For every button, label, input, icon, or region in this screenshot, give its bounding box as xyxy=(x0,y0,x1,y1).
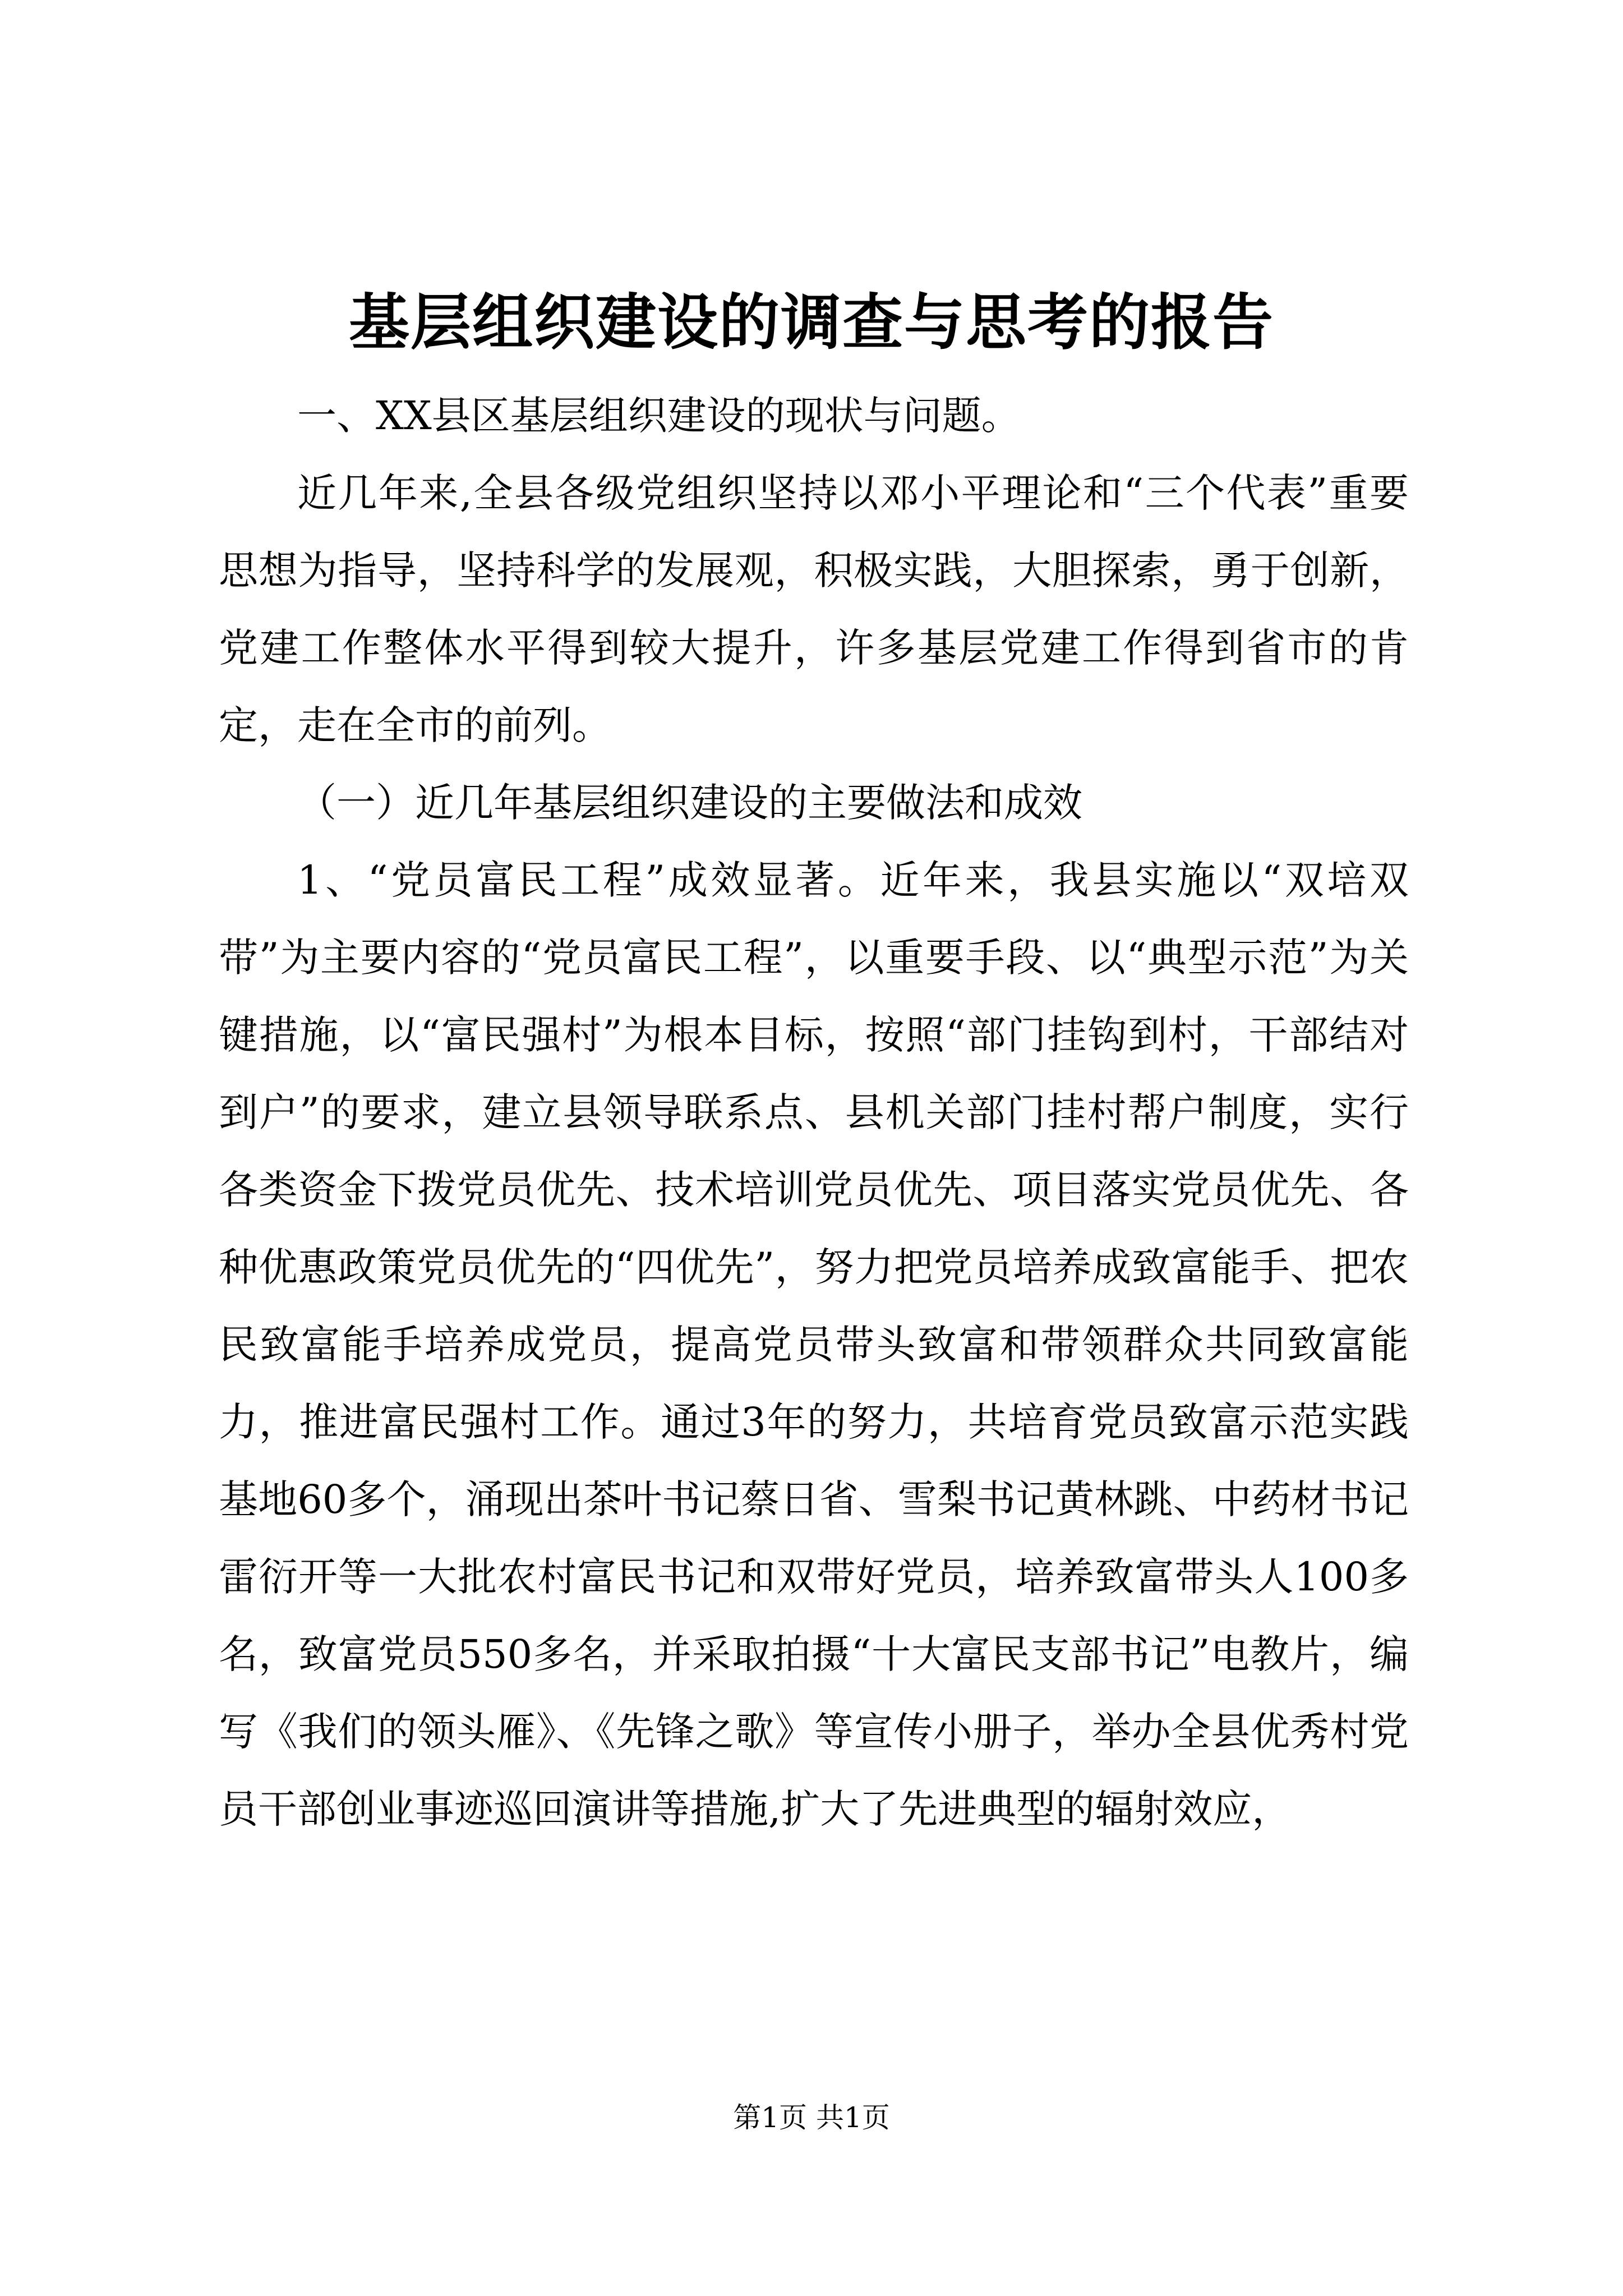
section-heading: 一、XX县区基层组织建设的现状与问题。 xyxy=(297,393,1021,439)
subsection-heading: （一）近几年基层组织建设的主要做法和成效 xyxy=(297,780,1082,826)
body-paragraph: 1、“党员富民工程”成效显著。近年来，我县实施以“双培双带”为主要内容的“党员富民工程”，以重要手段、以“典型示范”为关键措施，以“富民强村”为根本目标，按照“部门挂钩到村，干部结对到户”的要求，建立县领导联系点、县机关部门挂村帮户制度，实行各类资金下拨党员优先、技术培训党员优先、项目落实党员优先、各种优惠政策党员优先的“四优先”，努力把党员培养成致富能手、把农民致富能手培养成党员，提高党员带头致富和带领群众共同致富能力，推进富民强村工作。通过3年的努力，共培育党员致富示范实践基地60多个，涌现出茶叶书记蔡日省、雪梨书记黄林跳、中药材书记雷衍开等一大批农村富民书记和双带好党员，培养致富带头人100多名，致富党员550多名，并采取拍摄“十大富民支部书记”电教片，编写《我们的领头雁》、《先锋之歌》等宣传小册子，举办全县优秀村党员干部创业事迹巡回演讲等措施,扩大了先进典型的辐射效应， xyxy=(219,857,1409,1832)
document-body xyxy=(219,377,1409,1848)
page-footer: 第1页 共1页 xyxy=(733,2101,890,2134)
document-title: 基层组织建设的调查与思考的报告 xyxy=(348,287,1274,358)
body-paragraph: 近几年来,全县各级党组织坚持以邓小平理论和“三个代表”重要思想为指导，坚持科学的发展观，积极实践，大胆探索，勇于创新，党建工作整体水平得到较大提升，许多基层党建工作得到省市的肯定，走在全市的前列。 xyxy=(219,470,1409,748)
